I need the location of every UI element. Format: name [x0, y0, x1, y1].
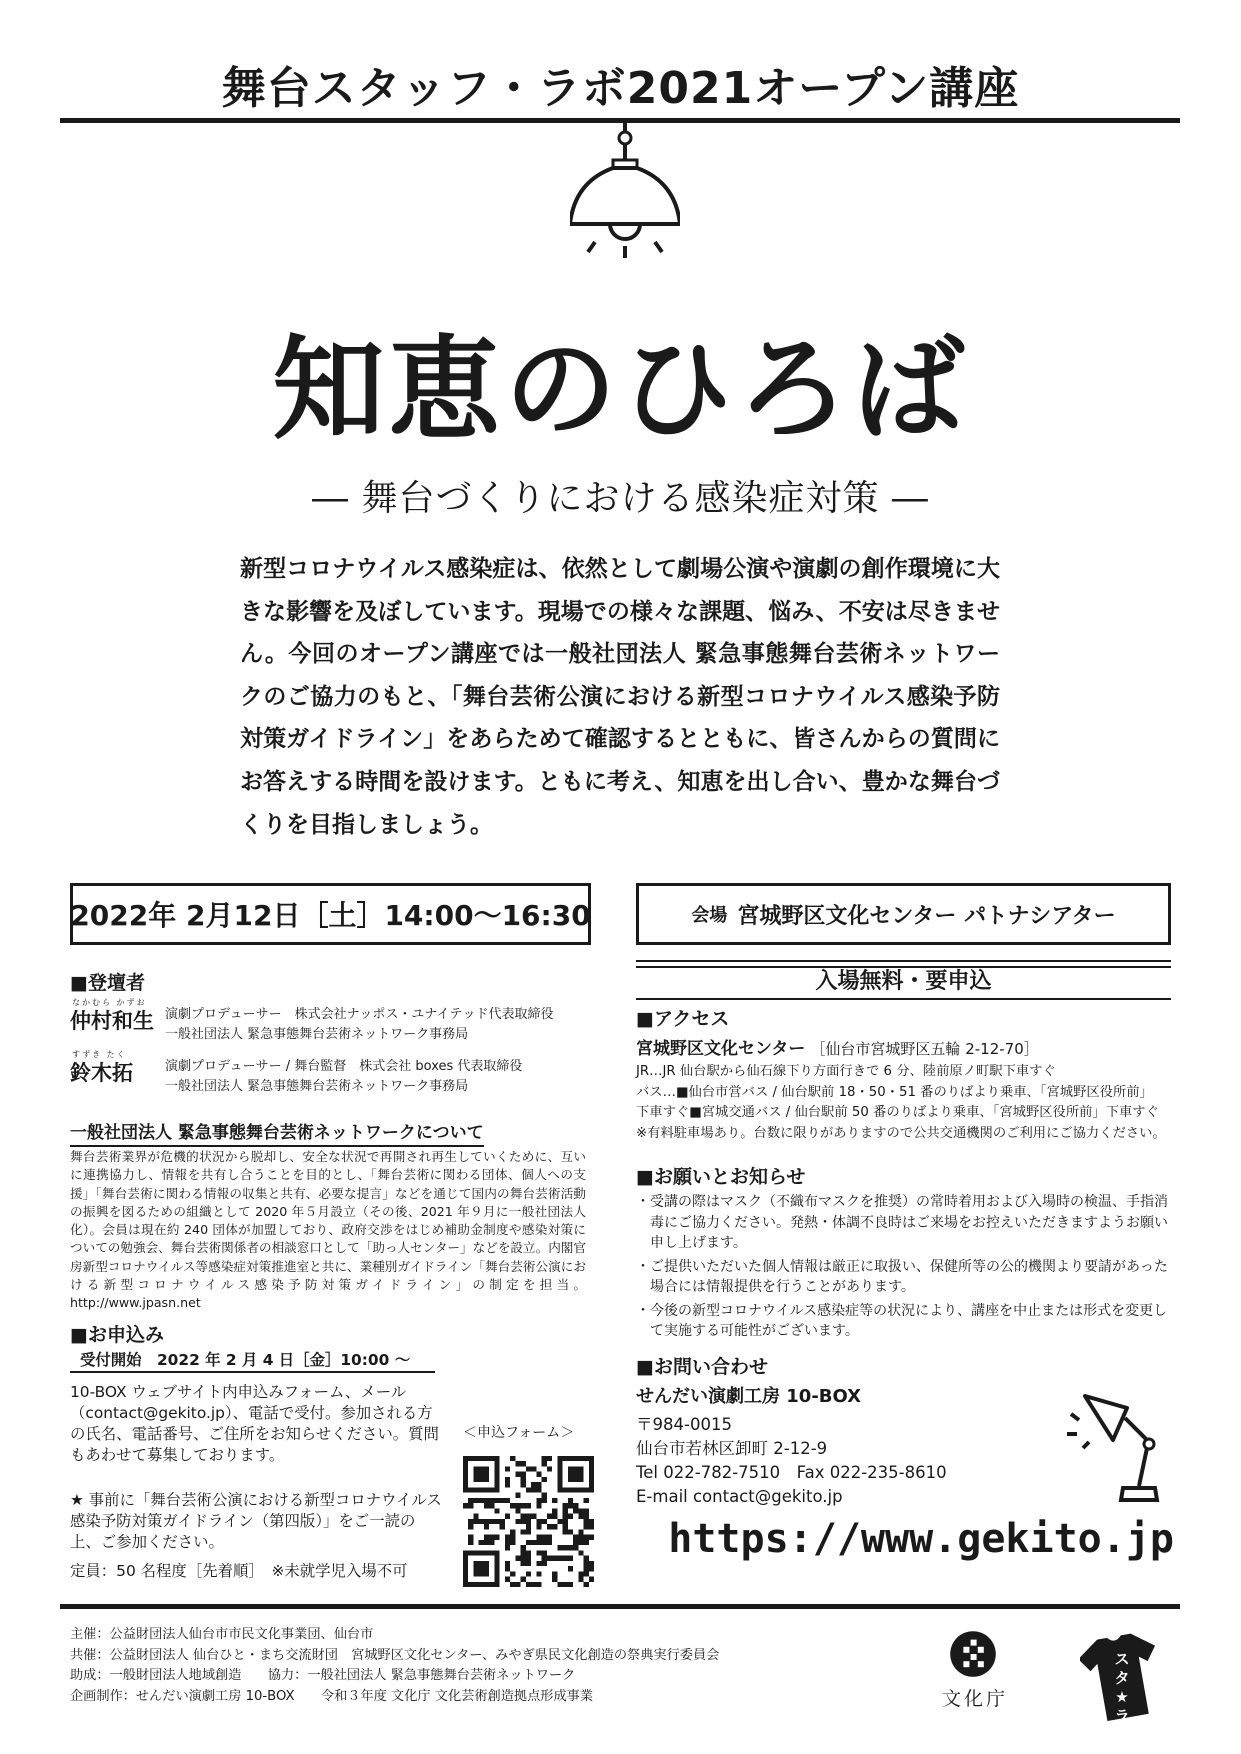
desk-lamp-icon	[1065, 1388, 1175, 1508]
access-place: 宮城野区文化センター	[636, 1039, 806, 1059]
contact-email[interactable]: E-mail contact@gekito.jp	[636, 1487, 843, 1506]
admission-note	[636, 964, 1171, 995]
footer-rule	[60, 1604, 1180, 1609]
apply-note: ★ 事前に「舞台芸術公演における新型コロナウイルス感染予防対策ガイドライン（第四版）」をご一読の上、ご参加ください。	[70, 1491, 442, 1551]
access-heading: ■アクセス	[636, 1008, 730, 1030]
footer-line: 主催：公益財団法人仙台市市民文化事業団、仙台市	[70, 1627, 374, 1642]
notice-item: ・受講の際はマスク（不織布マスクを推奨）の常時着用および入場時の検温、手指消毒にご協力ください。発熱・体調不良時はご来場をお控えいただきますようお願い申し上げます。	[636, 1194, 1168, 1251]
notices-heading: ■お願いとお知らせ	[636, 1166, 806, 1188]
footer-line: 助成：一般財団法人地域創造 協力：一般社団法人 緊急事態舞台芸術ネットワーク	[70, 1668, 576, 1683]
speaker-title: 演劇プロデューサー / 舞台監督 株式会社 boxes 代表取締役	[165, 1059, 523, 1074]
venue-name: 宮城野区文化センター パトナシアター	[737, 903, 1116, 929]
apply-heading: ■お申込み	[70, 1324, 164, 1346]
contact-org: せんだい演劇工房 10-BOX	[636, 1386, 862, 1407]
access-line: JR…JR 仙台駅から仙石線下り方面行きで 6 分、陸前原ノ町駅下車すぐ	[636, 1064, 1056, 1079]
contact-heading: ■お問い合わせ	[636, 1356, 768, 1378]
speakers-heading: ■登壇者	[70, 972, 145, 994]
notice-item: ・今後の新型コロナウイルス感染症等の状況により、講座を中止または形式を変更して実施する可能性がございます。	[636, 1302, 1168, 1339]
speaker-title: 演劇プロデューサー 株式会社ナッポス・ユナイテッド代表取締役	[165, 1007, 554, 1022]
about-body: 舞台芸術業界が危機的状況から脱却し、安全な状況で再開され再生していくために、互いに連携協力し、情報を共有し合うことを目的とし、「舞台芸術に関わる団体、個人への支援」「舞台芸術に関わる情報の収集と共有、必要な提言」などを通じて国内の舞台芸術活動の振興を図るための組織として 2020 年５月設立（その後、2021 年９月に一般社団法人化）。会員は現在約 240 団体が加盟しており、政府交渉をはじめ補助金制度や感染対策についての勉強会、舞台芸術関係者の相談窓口として「助っ人センター」などを設立。内閣官房新型コロナウイルス等感染症対策推進室と共に、業種別ガイドライン「舞台芸術公演における新型コロナウイルス感染予防対策ガイドライン」の制定を担当。http://www.jpasn.net	[70, 1149, 586, 1311]
admission-rule-bottom	[636, 998, 1171, 1000]
footer-credits	[70, 1625, 719, 1707]
staff-lab-logo-text: スタ★ラボ	[1114, 1650, 1130, 1744]
contact-zip: 〒984-0015	[636, 1415, 732, 1434]
speaker-ruby: なかむら かずお	[72, 998, 147, 1007]
bunkacho-logo-text: 文化庁	[941, 1688, 1008, 1710]
footer-line: 企画制作：せんだい演劇工房 10-BOX 令和３年度 文化庁 文化芸術創造拠点形成事業	[70, 1688, 594, 1704]
speaker-ruby: すずき たく	[72, 1050, 127, 1059]
access-line: 下車すぐ■宮城交通バス / 仙台駅前 50 番のりばより乗車、「宮城野区役所前」下車すぐ	[636, 1105, 1159, 1120]
apply-start: 受付開始 2022 年 2 月 4 日［金］10:00 〜	[70, 1350, 435, 1373]
speaker-affiliation: 一般社団法人 緊急事態舞台芸術ネットワーク事務局	[165, 1027, 469, 1042]
website-url[interactable]: https://www.gekito.jp	[668, 1516, 1174, 1562]
speaker-affiliation: 一般社団法人 緊急事態舞台芸術ネットワーク事務局	[165, 1079, 469, 1094]
bunkacho-logo	[935, 1630, 1015, 1725]
ceiling-lamp-icon	[570, 118, 680, 278]
event-datetime: 2022年 2月12日［土］14:00〜16:30	[70, 883, 591, 945]
access-line: バス…■仙台市営バス / 仙台駅前 18・50・51 番のりばより乗車、「宮城野区役所前」	[636, 1084, 1153, 1100]
access-line: ※有料駐車場あり。台数に限りがありますので公共交通機関のご利用にご協力ください。	[636, 1125, 1166, 1141]
about-title: 一般社団法人 緊急事態舞台芸術ネットワークについて	[70, 1118, 484, 1147]
footer-line: 共催：公益財団法人 仙台ひと・まち交流財団 宮城野区文化センター、みやぎ県民文化創造の祭典実行委員会	[70, 1647, 720, 1663]
series-title: 舞台スタッフ・ラボ2021オープン講座	[221, 63, 1020, 114]
venue-box	[636, 883, 1171, 945]
notices-list	[636, 1192, 1168, 1342]
venue-label: 会場	[691, 905, 728, 926]
staff-lab-logo	[1080, 1632, 1162, 1744]
bunkacho-mark-icon	[949, 1630, 997, 1678]
admission-text: 入場無料・要申込	[801, 969, 1005, 994]
notice-item: ・ご提供いただいた個人情報は厳正に取扱い、保健所等の公的機関より要請があった場合には情報提供を行うことがあります。	[636, 1258, 1168, 1295]
speaker-name: 鈴木拓	[70, 1061, 133, 1085]
apply-capacity: 定員：50 名程度［先着順］ ※未就学児入場不可	[70, 1562, 408, 1580]
apply-form-label: ＜申込フォーム＞	[463, 1425, 575, 1441]
subtitle: ― 舞台づくりにおける感染症対策 ―	[312, 478, 929, 519]
intro-text: 新型コロナウイルス感染症は、依然として劇場公演や演劇の創作環境に大きな影響を及ぼしています。現場での様々な課題、悩み、不安は尽きません。今回のオープン講座では一般社団法人 緊急事態舞台芸術ネットワークのご協力のもと、「舞台芸術公演における新型コロナウイルス感染予防対策ガイドライン」をあらためて確認するとともに、皆さんからの質問にお答えする時間を設けます。ともに考え、知恵を出し合い、豊かな舞台づくりを目指しましょう。	[240, 556, 1000, 838]
access-place-line	[636, 1034, 1039, 1059]
application-form-qr-code[interactable]	[463, 1456, 594, 1587]
access-address: ［仙台市宮城野区五輪 2-12-70］	[810, 1040, 1039, 1058]
speaker-name: 仲村和生	[70, 1009, 154, 1033]
access-details	[636, 1062, 1176, 1144]
contact-address: 仙台市若林区卸町 2-12-9	[636, 1439, 828, 1458]
contact-phone: Tel 022-782-7510 Fax 022-235-8610	[636, 1463, 947, 1482]
apply-body: 10-BOX ウェブサイト内申込みフォーム、メール（contact@gekito.jp）、電話で受付。参加される方の氏名、電話番号、ご住所をお知らせください。質問もあわせて募集しております。	[70, 1383, 439, 1464]
main-title: 知恵のひろば	[272, 325, 969, 455]
